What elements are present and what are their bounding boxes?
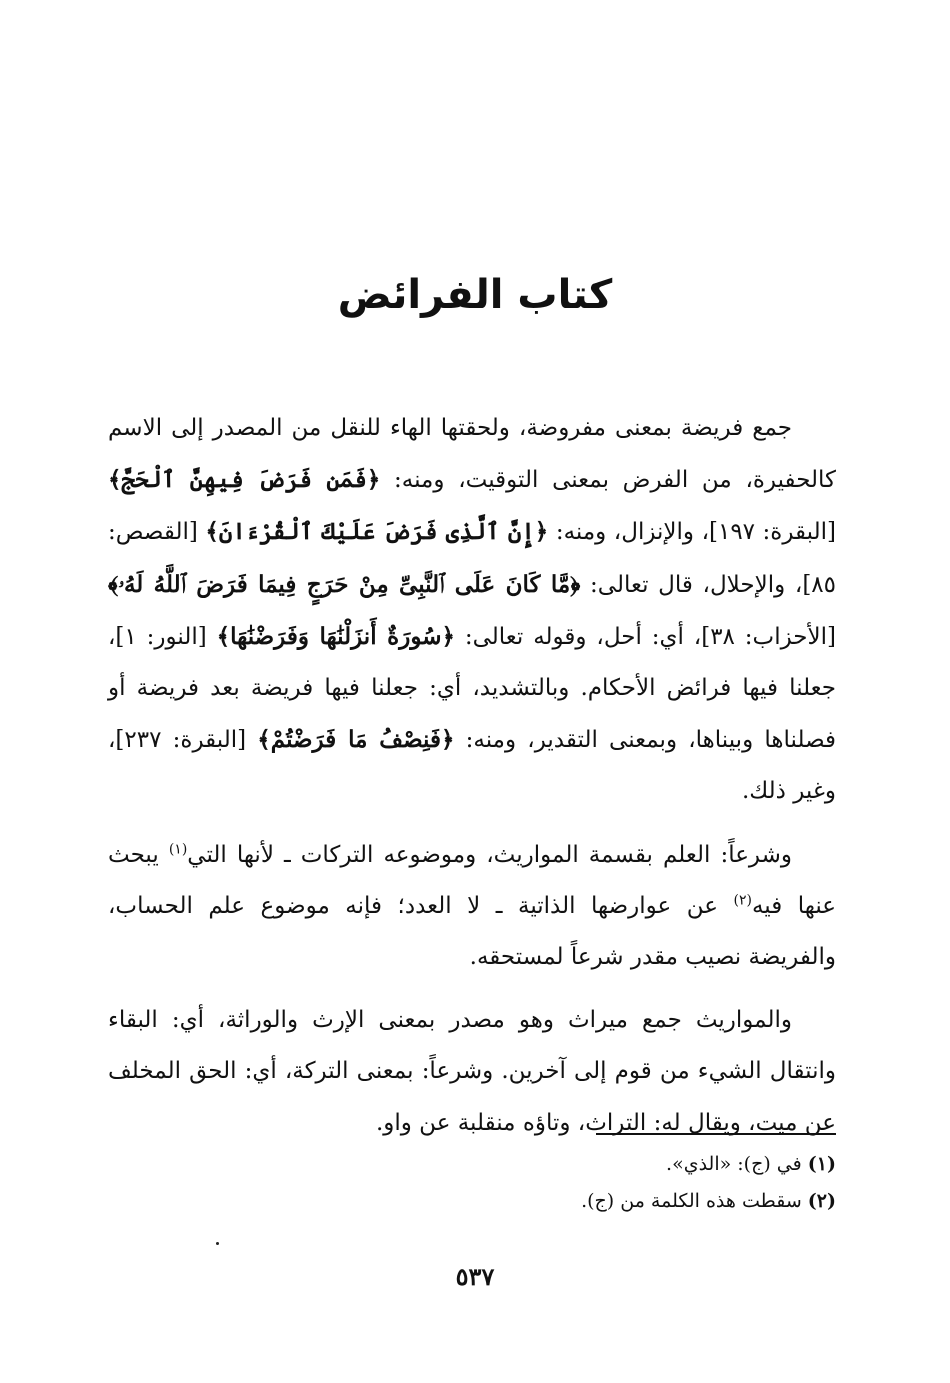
text-segment: وشرعاً: العلم بقسمة المواريث، وموضوعه التركات ـ لأنها التي [187, 841, 792, 868]
text-segment: [القصص: ٨٥]، والإحلال، قال تعالى: [108, 519, 837, 598]
text-segment: [البقرة: ١٩٧]، والإنزال، ومنه: [548, 519, 836, 546]
footnote-marker[interactable]: (٢) [733, 892, 752, 909]
footnote-item [108, 1146, 836, 1183]
text-segment: يبحث عنها فيه [108, 841, 837, 919]
text-segment: عن عوارضها الذاتية ـ لا العدد؛ فإنه موضوع علم الحساب، والفريضة نصيب مقدر شرعاً لمستحقه. [108, 892, 836, 971]
page-number: ٥٣٧ [455, 1262, 495, 1291]
quran-verse: ﴿مَّا كَانَ عَلَى ٱلنَّبِىِّ مِنْ حَرَجٍ فِيمَا فَرَضَ ٱللَّهُ لَهُۥ﴾ [108, 570, 581, 598]
text-segment: والمواريث جمع ميراث وهو مصدر بمعنى الإرث والوراثة، أي: البقاء وانتقال الشيء من قوم إلى آخرين. وشرعاً: بمعنى التركة، أي: الحق المخلف عن ميت، ويقال له: التراث، وتاؤه منقلبة عن واو. [108, 1007, 836, 1136]
text-segment: [النور: ١]، جعلنا فيها فرائض الأحكام. وبالتشديد، أي: جعلنا فيها فريضة بعد فريضة أو فصلناها وبيناها، وبمعنى التقدير، ومنه: [108, 623, 837, 754]
quran-verse: ﴿فَنِصْفُ مَا فَرَضْتُمْ﴾ [257, 726, 455, 754]
footnote-text: في (ج): «الذي». [666, 1153, 802, 1175]
text-segment: جمع فريضة بمعنى مفروضة، ولحقتها الهاء للنقل من المصدر إلى الاسم كالحفيرة، من الفرض بمعنى التوقيت، ومنه: [108, 415, 837, 494]
text-segment: [البقرة: ٢٣٧]، وغير ذلك. [108, 727, 836, 805]
main-text [108, 403, 836, 1149]
footnote-item [108, 1183, 836, 1220]
quran-verse: ﴿إِنَّ ٱلَّذِى فَرَضَ عَلَيْكَ ٱلْقُرْءَانَ﴾ [205, 518, 549, 546]
footnote-text: سقطت هذه الكلمة من (ج). [581, 1190, 802, 1212]
footnotes [108, 1146, 836, 1220]
paragraph-mawarith [108, 995, 836, 1149]
chapter-title: كتاب الفرائض [337, 272, 613, 318]
text-segment: [الأحزاب: ٣٨]، أي: أحل، وقوله تعالى: [454, 623, 836, 650]
footnote-number: (١) [807, 1153, 836, 1175]
footnote-number: (٢) [807, 1190, 836, 1212]
quran-verse: ﴿سُورَةٌ أَنزَلْنَٰهَا وَفَرَضْنَٰهَا﴾ [216, 622, 455, 650]
footnote-marker[interactable]: (١) [168, 840, 188, 857]
paragraph-definition-lexical [108, 403, 836, 818]
footnote-separator [596, 1133, 836, 1135]
scan-speck [216, 1242, 219, 1245]
quran-verse: ﴿فَمَن فَرَضَ فِيهِنَّ ٱلْحَجَّ﴾ [108, 466, 381, 494]
paragraph-definition-legal [108, 830, 836, 984]
